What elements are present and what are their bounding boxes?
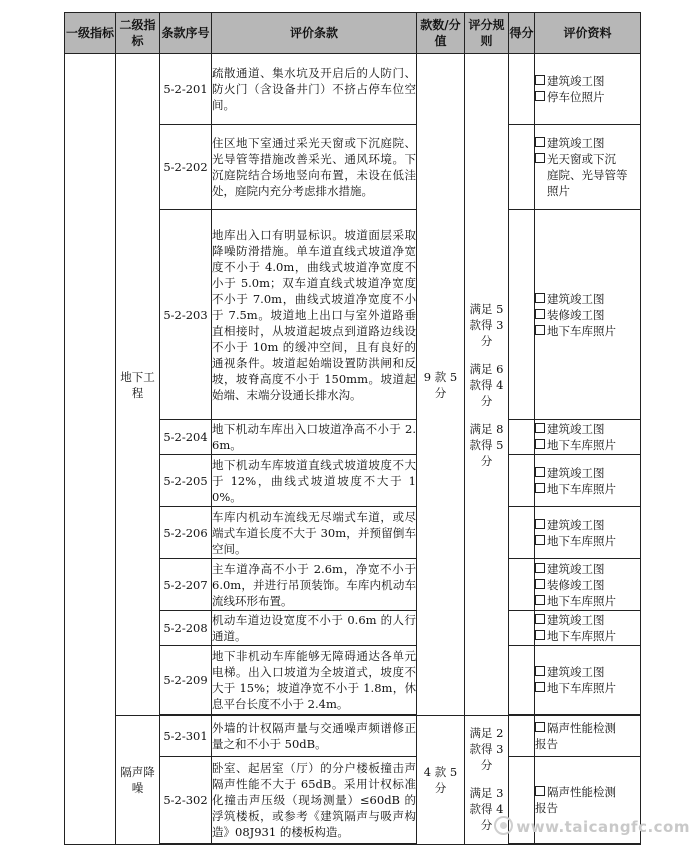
docs-cell [535, 125, 641, 210]
clause-text [212, 844, 417, 845]
clause-text: 地下非机动车库能够无障碍通达各单元电梯。出入口坡道为全坡道式，坡度不大于 15%；坡道净宽不小于 1.8m，休息平台长度不小于 2.4m。 [212, 646, 417, 715]
score-input[interactable] [509, 210, 535, 420]
score-input[interactable] [509, 125, 535, 210]
doc-text-line: 照片 [547, 184, 570, 198]
checkbox-icon[interactable] [535, 137, 545, 147]
clause-code: 5-2-207 [160, 559, 212, 611]
checkbox-icon[interactable] [535, 535, 545, 545]
clause-text: 外墙的计权隔声量与交通噪声频谱修正量之和不小于 50dB。 [212, 716, 417, 757]
checkbox-icon[interactable] [535, 325, 545, 335]
level1-cell [65, 54, 116, 845]
rule-item: 满足 5 款得 3 分 [469, 301, 504, 348]
doc-checkbox-item[interactable]: 建筑竣工图 [535, 421, 640, 437]
checkbox-icon[interactable] [535, 75, 545, 85]
header-rule: 评分规则 [465, 13, 509, 54]
clause-code: 5-2-301 [160, 716, 212, 757]
score-input[interactable] [509, 420, 535, 455]
table-row [65, 54, 641, 125]
clause-text: 地库出入口有明显标识。坡道面层采取降噪防滑措施。单车道直线式坡道净宽度不小于 4.0m，曲线式坡道净宽度不小于 5.0m；双车道直线式坡道净宽度不小于 7.0m，曲线式坡道净宽度不小于 7.5m。坡道地上出口与室外道路垂直相接时，从坡道起坡点到道路边线设不小于 10m 的缓冲空间，且有良好的通视条件。坡道起始端设置防洪闸和反坡，坡脊高度不小于 150mm。坡道起始端、末端分设通长排水沟。 [212, 210, 417, 420]
checkbox-icon[interactable] [535, 595, 545, 605]
doc-checkbox-item[interactable]: 隔声性能检测 [535, 720, 640, 736]
header-row [65, 13, 641, 54]
clause-code: 5-2-204 [160, 420, 212, 455]
score-input[interactable] [509, 611, 535, 646]
checkbox-icon[interactable] [535, 682, 545, 692]
category-underground: 地下工程 [116, 54, 160, 716]
clause-text: 车库内机动车流线无尽端式车道，或尽端式车道长度不大于 30m，并预留倒车空间。 [212, 507, 417, 559]
docs-cell [535, 716, 641, 757]
checkbox-icon[interactable] [535, 666, 545, 676]
evaluation-table [64, 12, 641, 845]
checkbox-icon[interactable] [535, 563, 545, 573]
header-score: 得分 [509, 13, 535, 54]
rule-item: 满足 6 款得 4 分 [469, 361, 504, 408]
clause-code: 5-2-202 [160, 125, 212, 210]
score-input[interactable] [509, 455, 535, 507]
doc-checkbox-item[interactable]: 建筑竣工图 [535, 465, 640, 481]
docs-cell [535, 844, 641, 845]
clause-code [160, 844, 212, 845]
doc-checkbox-item[interactable]: 建筑竣工图 [535, 135, 640, 151]
clause-text: 机动车道边设宽度不小于 0.6m 的人行通道。 [212, 611, 417, 646]
doc-checkbox-item[interactable]: 地下车库照片 [535, 593, 640, 609]
doc-checkbox-item[interactable]: 建筑竣工图 [535, 291, 640, 307]
docs-cell [535, 455, 641, 507]
docs-cell [535, 646, 641, 715]
rule-item: 满足 2 款得 3 分 [469, 726, 504, 772]
doc-text-line: 报告 [535, 737, 558, 751]
doc-text-line: 报告 [535, 801, 558, 815]
header-level1: 一级指标 [65, 13, 116, 54]
doc-checkbox-item[interactable]: 地下车库照片 [535, 680, 640, 696]
table-row [65, 716, 641, 757]
score-input[interactable] [509, 54, 535, 125]
checkbox-icon[interactable] [535, 483, 545, 493]
watermark-logo-icon [494, 816, 513, 835]
doc-checkbox-item[interactable]: 建筑竣工图 [535, 664, 640, 680]
clause-text: 主车道净高不小于 2.6m，净宽不小于 6.0m，并进行吊顶装饰。车库内机动车流线环形布置。 [212, 559, 417, 611]
doc-checkbox-item[interactable]: 地下车库照片 [535, 533, 640, 549]
checkbox-icon[interactable] [535, 91, 545, 101]
docs-cell [535, 559, 641, 611]
header-count: 款数/分值 [417, 13, 465, 54]
clause-text: 地下机动车库坡道直线式坡道坡度不大于 12%，曲线式坡道坡度不大于 10%。 [212, 455, 417, 507]
clause-text: 卧室、起居室（厅）的分户楼板撞击声隔声性能不大于 65dB。采用计权标准化撞击声压级（现场测量）≤60dB 的浮筑楼板，或参考《建筑隔声与吸声构造》08J931 的楼板构造。 [212, 757, 417, 844]
docs-cell [535, 420, 641, 455]
rule-gap [465, 349, 508, 361]
clause-code: 5-2-203 [160, 210, 212, 420]
doc-text-line: 庭院、光导管等 [547, 168, 628, 182]
header-clause: 评价条款 [212, 13, 417, 54]
checkbox-icon[interactable] [535, 519, 545, 529]
checkbox-icon[interactable] [535, 293, 545, 303]
clause-code: 5-2-205 [160, 455, 212, 507]
checkbox-icon[interactable] [535, 423, 545, 433]
score-input[interactable] [509, 559, 535, 611]
count-cell: 9 款 5 分 [417, 54, 465, 716]
doc-checkbox-item[interactable]: 装修竣工图 [535, 577, 640, 593]
score-input[interactable] [509, 646, 535, 715]
rule-item: 满足 8 款得 5 分 [469, 421, 504, 468]
header-code: 条款序号 [160, 13, 212, 54]
checkbox-icon[interactable] [535, 614, 545, 624]
checkbox-icon[interactable] [535, 630, 545, 640]
site-watermark: www.taicangfc.com [494, 816, 690, 836]
clause-text: 地下机动车库出入口坡道净高不小于 2.6m。 [212, 420, 417, 455]
doc-checkbox-item[interactable]: 建筑竣工图 [535, 561, 640, 577]
docs-cell [535, 611, 641, 646]
doc-checkbox-item[interactable]: 地下车库照片 [535, 628, 640, 644]
checkbox-icon[interactable] [535, 153, 545, 163]
doc-checkbox-item[interactable]: 地下车库照片 [535, 437, 640, 453]
clause-code: 5-2-201 [160, 54, 212, 125]
clause-text: 住区地下室通过采光天窗或下沉庭院、光导管等措施改善采光、通风环境。下沉庭院结合场地竖向布置，未设在低洼处，庭院内充分考虑排水措施。 [212, 125, 417, 210]
checkbox-icon[interactable] [535, 786, 545, 796]
docs-cell [535, 54, 641, 125]
category-acoustic: 隔声降噪 [116, 716, 160, 845]
doc-checkbox-item[interactable]: 地下车库照片 [535, 481, 640, 497]
score-input[interactable] [509, 716, 535, 757]
doc-checkbox-item[interactable]: 建筑竣工图 [535, 73, 640, 89]
rule-gap [465, 409, 508, 421]
clause-code: 5-2-209 [160, 646, 212, 715]
docs-cell [535, 210, 641, 420]
doc-checkbox-item[interactable]: 停车位照片 [535, 89, 640, 105]
doc-checkbox-item[interactable]: 隔声性能检测 [535, 784, 640, 800]
checkbox-icon[interactable] [535, 579, 545, 589]
header-docs: 评价资料 [535, 13, 641, 54]
doc-checkbox-item[interactable]: 光天窗或下沉 [535, 151, 640, 167]
checkbox-icon[interactable] [535, 467, 545, 477]
rule-cell [465, 54, 509, 716]
checkbox-icon[interactable] [535, 439, 545, 449]
doc-checkbox-item[interactable]: 建筑竣工图 [535, 517, 640, 533]
header-level2: 二级指标 [116, 13, 160, 54]
doc-checkbox-item[interactable]: 地下车库照片 [535, 323, 640, 339]
clause-code: 5-2-208 [160, 611, 212, 646]
doc-checkbox-item[interactable]: 建筑竣工图 [535, 612, 640, 628]
checkbox-icon[interactable] [535, 722, 545, 732]
count-cell: 4 款 5 分 [417, 716, 465, 845]
score-input[interactable] [509, 507, 535, 559]
clause-code: 5-2-302 [160, 757, 212, 844]
doc-checkbox-item[interactable]: 装修竣工图 [535, 307, 640, 323]
clause-code: 5-2-206 [160, 507, 212, 559]
docs-cell [535, 507, 641, 559]
score-input[interactable] [509, 844, 535, 845]
checkbox-icon[interactable] [535, 309, 545, 319]
rule-item: 满足 3 款得 4 分 [469, 786, 504, 832]
clause-text: 疏散通道、集水坑及开启后的人防门、防火门（含设备井门）不挤占停车位空间。 [212, 54, 417, 125]
